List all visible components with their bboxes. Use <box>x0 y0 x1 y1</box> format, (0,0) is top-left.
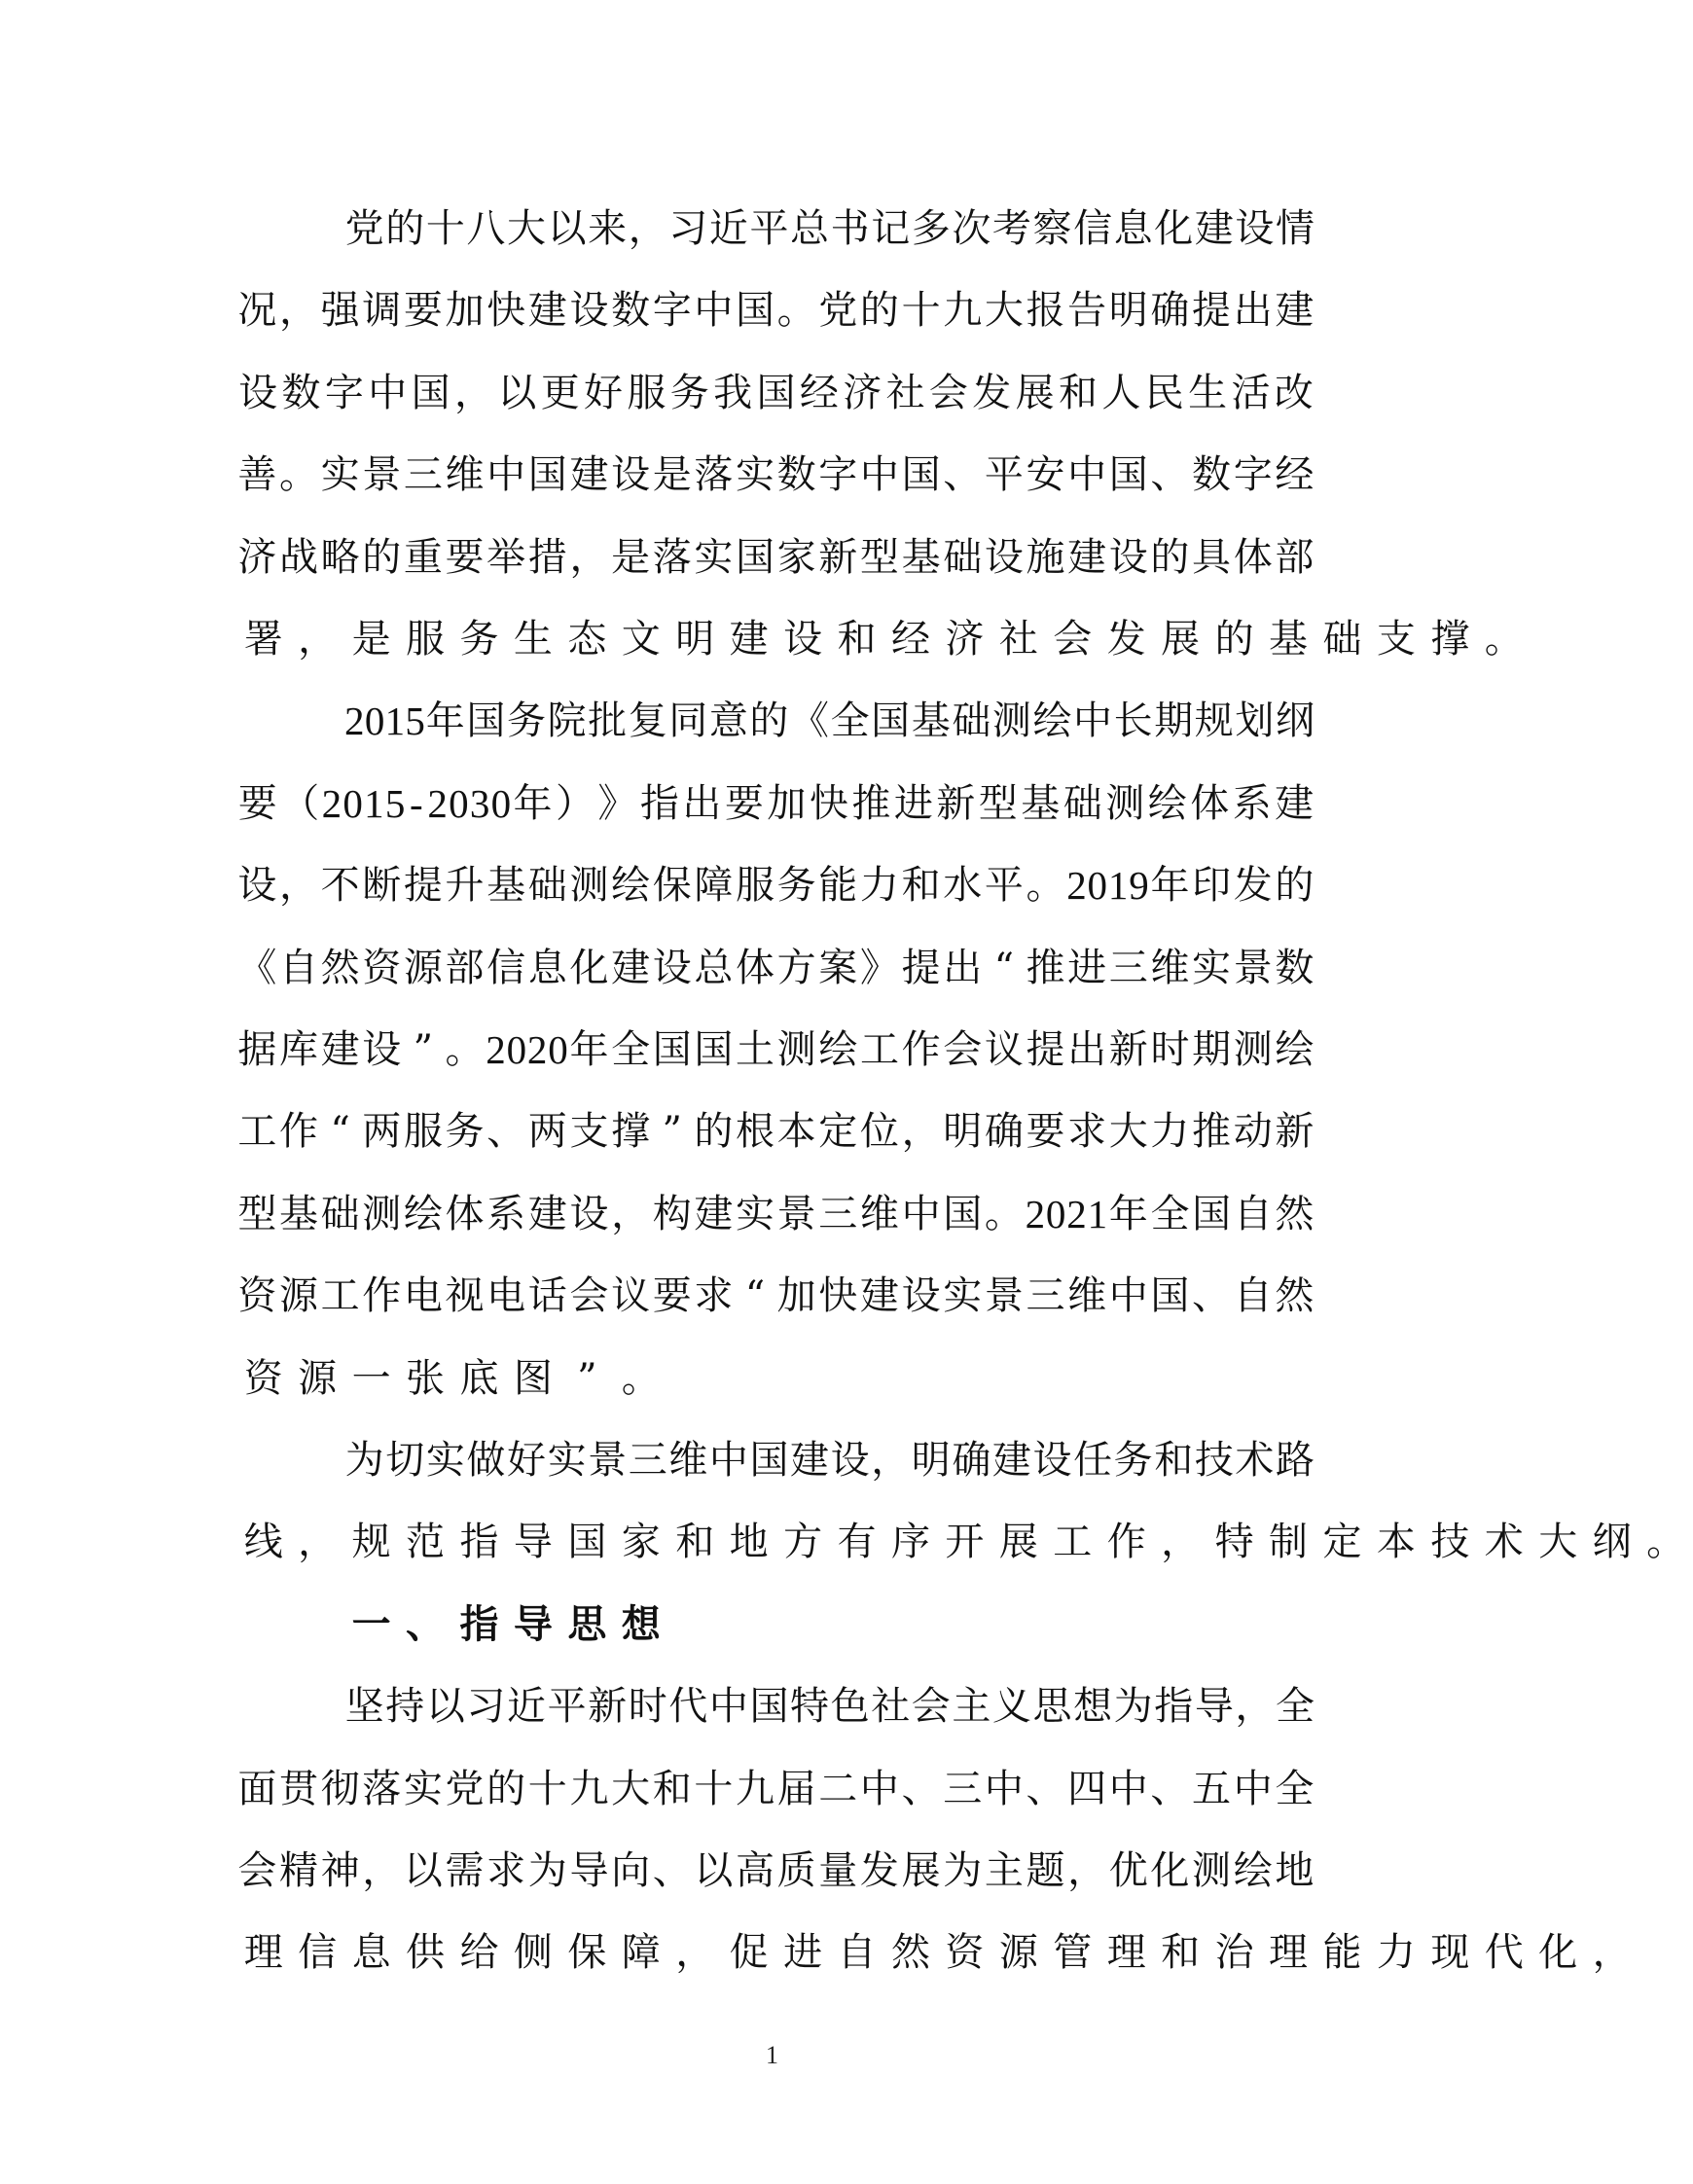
text-line: 济 战 略 的 重 要 举 措 ， 是 落 实 国 家 新 型 基 础 设 施 建 设 的 具 体 部 <box>237 534 1315 580</box>
text-line: 会 精 神 ， 以 需 求 为 导 向 、 以 高 质 量 发 展 为 主 题 ， 优 化 测 绘 地 <box>237 1848 1315 1893</box>
text-line: 面 贯 彻 落 实 党 的 十 九 大 和 十 九 届 二 中 、 三 中 、 四 中 、 五 中 全 <box>237 1766 1315 1811</box>
text-line: 况 ， 强 调 要 加 快 建 设 数 字 中 国 。 党 的 十 九 大 报 告 明 确 提 出 建 <box>237 288 1315 334</box>
text-line: 2 0 1 5 年 国 务 院 批 复 同 意 的 《 全 国 基 础 测 绘 中 长 期 规 划 纲 <box>344 698 1315 744</box>
text-line: 理 信 息 供 给 侧 保 障 ， 促 进 自 然 资 源 管 理 和 治 理 能 力 现 代 化 ， <box>243 1930 1632 1976</box>
text-line: 线 ， 规 范 指 导 国 家 和 地 方 有 序 开 展 工 作 ， 特 制 定 本 技 术 大 纲 。 <box>243 1520 1686 1565</box>
text-line: 善 。 实 景 三 维 中 国 建 设 是 落 实 数 字 中 国 、 平 安 中 国 、 数 字 经 <box>237 452 1315 498</box>
text-line: 署 ， 是 服 务 生 态 文 明 建 设 和 经 济 社 会 发 展 的 基 础 支 撑 。 <box>243 617 1524 662</box>
text-line: 资 源 工 作 电 视 电 话 会 议 要 求 “ 加 快 建 设 实 景 三 维 中 国 、 自 然 <box>237 1273 1315 1319</box>
section-heading: 一 、 指 导 思 想 <box>351 1601 661 1647</box>
text-line: 党 的 十 八 大 以 来 ， 习 近 平 总 书 记 多 次 考 察 信 息 化 建 设 情 <box>344 206 1315 251</box>
text-line: 为 切 实 做 好 实 景 三 维 中 国 建 设 ， 明 确 建 设 任 务 和 技 术 路 <box>344 1438 1315 1483</box>
text-line: 《 自 然 资 源 部 信 息 化 建 设 总 体 方 案 》 提 出 “ 推 进 三 维 实 景 数 <box>237 945 1315 990</box>
text-line: 据 库 建 设 ” 。 2 0 2 0 年 全 国 国 土 测 绘 工 作 会 议 提 出 新 时 期 测 绘 <box>237 1027 1315 1072</box>
text-line: 型 基 础 测 绘 体 系 建 设 ， 构 建 实 景 三 维 中 国 。 2 0 2 1 年 全 国 自 然 <box>237 1191 1315 1236</box>
text-line: 资 源 一 张 底 图 ” 。 <box>243 1355 661 1401</box>
text-line: 设 ， 不 断 提 升 基 础 测 绘 保 障 服 务 能 力 和 水 平 。 2 0 1 9 年 印 发 的 <box>237 863 1315 909</box>
text-line: 设 数 字 中 国 ， 以 更 好 服 务 我 国 经 济 社 会 发 展 和 人 民 生 活 改 <box>238 370 1314 415</box>
text-line: 要 （ 2 0 1 5 - 2 0 3 0 年 ） 》 指 出 要 加 快 推 进 新 型 基 础 测 绘 体 系 建 <box>237 780 1315 826</box>
text-line: 坚 持 以 习 近 平 新 时 代 中 国 特 色 社 会 主 义 思 想 为 指 导 ， 全 <box>344 1684 1315 1730</box>
text-line: 工 作 “ 两 服 务 、 两 支 撑 ” 的 根 本 定 位 ， 明 确 要 求 大 力 推 动 新 <box>237 1109 1315 1155</box>
page-number: 1 <box>766 2041 778 2069</box>
